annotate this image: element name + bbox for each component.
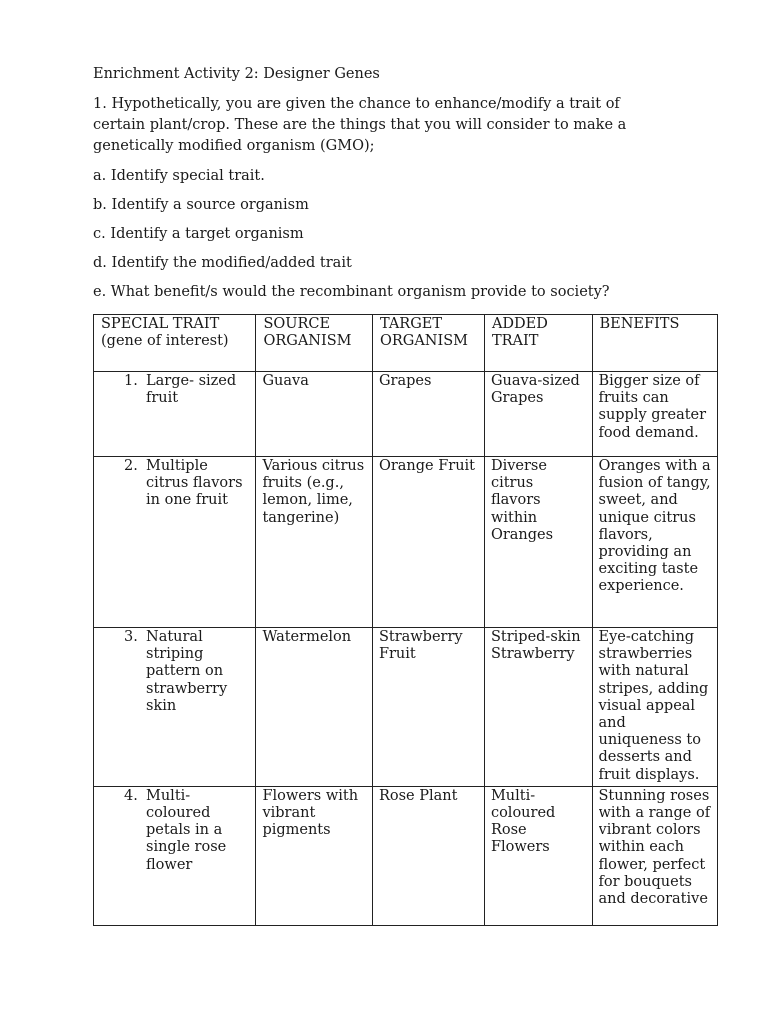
header-benefits: BENEFITS: [592, 315, 718, 372]
benefits-cell: Eye-catching strawberries with natural stripes, adding visual appeal and uniqueness to desserts and fruit displays.: [592, 628, 718, 787]
header-target-organism: TARGET ORGANISM: [372, 315, 484, 372]
benefits-cell: [592, 786, 718, 925]
added-trait-cell: Striped-skin Strawberry: [484, 628, 592, 787]
benefits-cell: Oranges with a fusion of tangy, sweet, and unique citrus flavors, providing an exciting taste experience.: [592, 457, 718, 628]
step-d: d. Identify the modified/added trait: [93, 255, 352, 271]
benefits-text: Stunning roses with a range of vibrant colors within each flower, perfect for bouquets and decorative: [598, 787, 711, 908]
special-trait-cell: [94, 628, 256, 787]
added-trait-cell: Guava-sized Grapes: [484, 372, 592, 457]
header-special-trait: SPECIAL TRAIT (gene of interest): [94, 315, 256, 372]
row-number: 1.: [124, 373, 138, 389]
target-organism-cell: Grapes: [372, 372, 484, 457]
special-trait-cell: [94, 457, 256, 628]
special-trait-text: Multiple citrus flavors in one fruit: [146, 458, 243, 509]
row-number: 3.: [124, 629, 138, 645]
question-text: 1. Hypothetically, you are given the chance to enhance/modify a trait of certain plant/crop. These are the things that you will consider to make a genetically modified organism (GMO);: [93, 96, 627, 154]
table-row: [94, 628, 718, 787]
step-c: c. Identify a target organism: [93, 226, 304, 242]
row-number: 2.: [124, 458, 138, 474]
table-row: [94, 786, 718, 925]
source-organism-cell: Various citrus fruits (e.g., lemon, lime, tangerine): [256, 457, 373, 628]
step-a: a. Identify special trait.: [93, 168, 265, 184]
source-organism-cell: Guava: [256, 372, 373, 457]
document-title: Enrichment Activity 2: Designer Genes: [93, 66, 380, 82]
gmo-trait-table: [93, 314, 718, 926]
special-trait-text: Natural striping pattern on strawberry skin: [146, 629, 228, 714]
added-trait-cell: Multi-coloured Rose Flowers: [484, 786, 592, 925]
target-organism-cell: Orange Fruit: [372, 457, 484, 628]
table-row: [94, 372, 718, 457]
special-trait-cell: [94, 372, 256, 457]
step-e: e. What benefit/s would the recombinant organism provide to society?: [93, 284, 610, 300]
special-trait-text: Large- sized fruit: [146, 373, 237, 407]
target-organism-cell: Rose Plant: [372, 786, 484, 925]
header-added-trait: ADDED TRAIT: [484, 315, 592, 372]
benefits-cell: Bigger size of fruits can supply greater food demand.: [592, 372, 718, 457]
step-b: b. Identify a source organism: [93, 197, 309, 213]
row-number: 4.: [124, 787, 138, 804]
table-row: [94, 457, 718, 628]
target-organism-cell: Strawberry Fruit: [372, 628, 484, 787]
source-organism-cell: Watermelon: [256, 628, 373, 787]
header-source-organism: SOURCE ORGANISM: [256, 315, 373, 372]
special-trait-text: Multi-coloured petals in a single rose flower: [146, 787, 227, 873]
document-body: [93, 64, 653, 311]
added-trait-cell: Diverse citrus flavors within Oranges: [484, 457, 592, 628]
source-organism-cell: Flowers with vibrant pigments: [256, 786, 373, 925]
table-header-row: [94, 315, 718, 372]
special-trait-cell: [94, 786, 256, 925]
